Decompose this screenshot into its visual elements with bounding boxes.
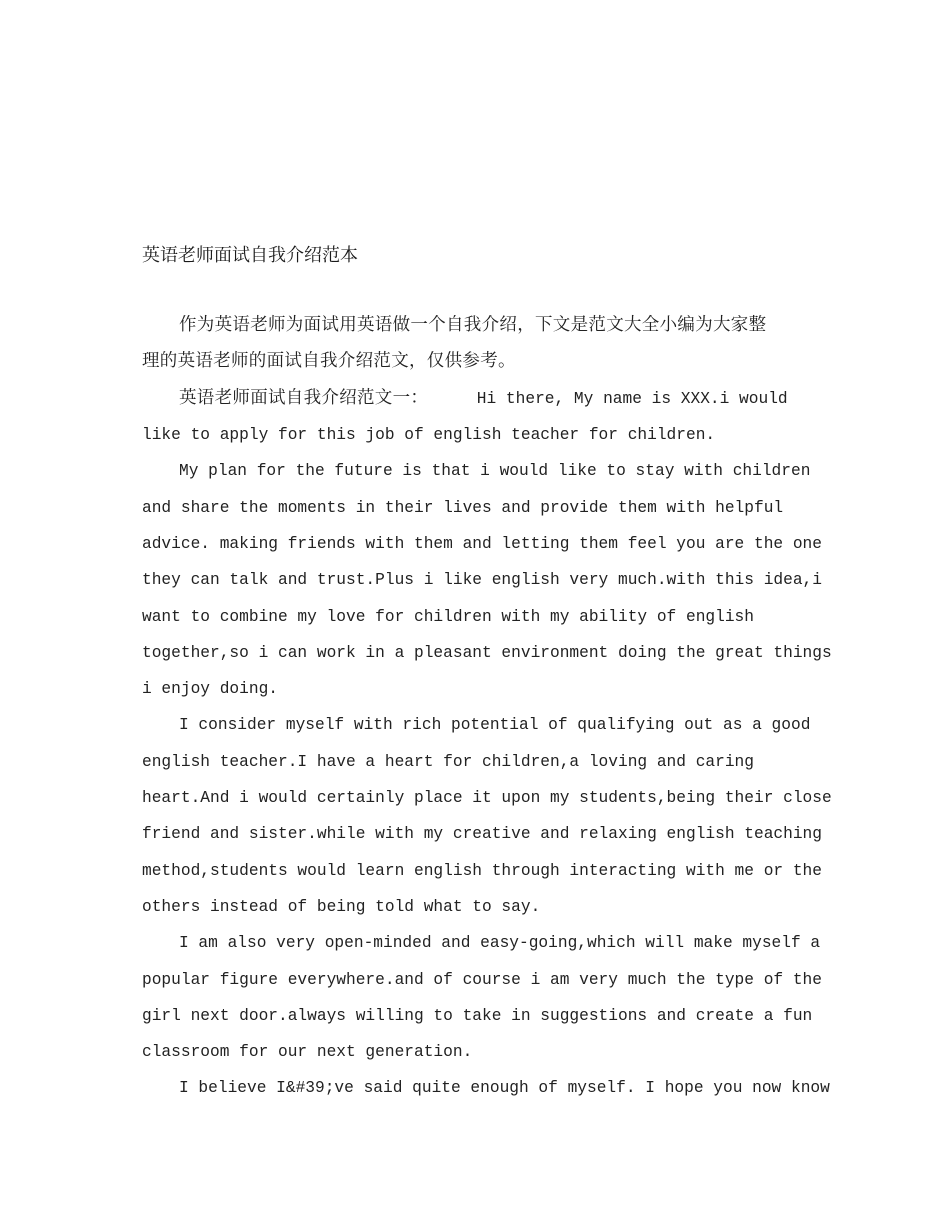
document-title: 英语老师面试自我介绍范本 <box>142 245 358 266</box>
paragraph-start-line: I believe I&#39;ve said quite enough of myself. I hope you now know <box>179 1079 830 1097</box>
paragraph-start-line: I consider myself with rich potential of qualifying out as a good <box>179 716 811 734</box>
body-line: girl next door.always willing to take in suggestions and create a fun <box>142 1007 813 1025</box>
intro-line-2: 理的英语老师的面试自我介绍范文，仅供参考。 <box>142 351 516 371</box>
intro-line-1: 作为英语老师为面试用英语做一个自我介绍，下文是范文大全小编为大家整 <box>179 315 767 335</box>
body-line: friend and sister.while with my creative and relaxing english teaching <box>142 825 822 843</box>
sample-heading: 英语老师面试自我介绍范文一： <box>179 388 429 408</box>
paragraph-start-line: I am also very open-minded and easy-going,which will make myself a <box>179 934 821 952</box>
body-line: others instead of being told what to say. <box>142 898 541 916</box>
body-line: Hi there, My name is XXX.i would <box>476 390 788 408</box>
body-line: want to combine my love for children with my ability of english <box>142 608 754 626</box>
body-line: popular figure everywhere.and of course i am very much the type of the <box>142 971 822 989</box>
body-line: classroom for our next generation. <box>142 1043 473 1061</box>
body-line: and share the moments in their lives and provide them with helpful <box>142 499 784 517</box>
body-line: heart.And i would certainly place it upon my students,being their close <box>142 789 832 807</box>
paragraph-start-line: My plan for the future is that i would like to stay with children <box>179 462 811 480</box>
body-line: they can talk and trust.Plus i like english very much.with this idea,i <box>142 571 822 589</box>
body-line: english teacher.I have a heart for children,a loving and caring <box>142 753 754 771</box>
body-line: like to apply for this job of english teacher for children. <box>142 426 716 444</box>
body-line: advice. making friends with them and letting them feel you are the one <box>142 535 822 553</box>
body-line: method,students would learn english through interacting with me or the <box>142 862 822 880</box>
body-line: together,so i can work in a pleasant environment doing the great things <box>142 644 832 662</box>
body-line: i enjoy doing. <box>142 680 278 698</box>
sample-heading-line <box>179 387 788 410</box>
